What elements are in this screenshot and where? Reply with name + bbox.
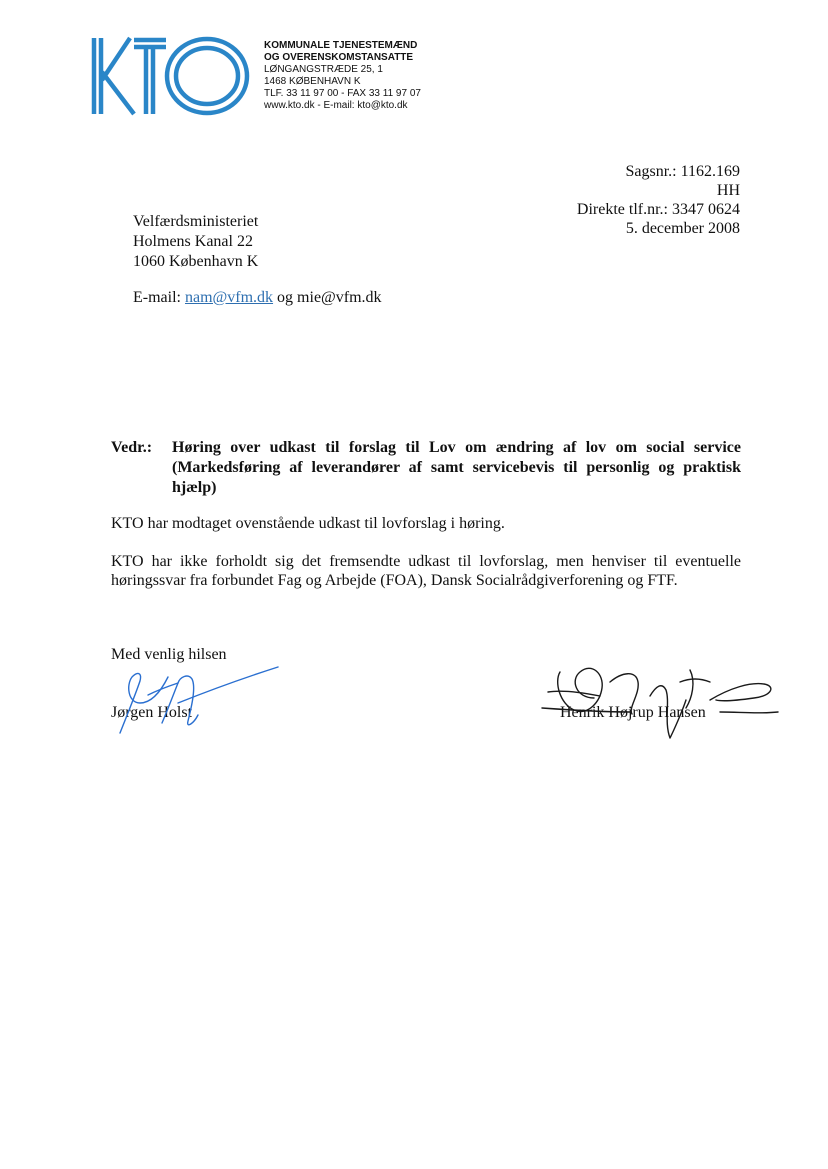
- org-name-line1: KOMMUNALE TJENESTEMÆND: [264, 40, 418, 51]
- org-web-email: www.kto.dk - E-mail: kto@kto.dk: [264, 100, 408, 111]
- recipient-address: [133, 212, 258, 272]
- org-name-line2: OG OVERENSKOMSTANSATTE: [264, 52, 414, 63]
- case-meta: [577, 162, 740, 238]
- recipient-line1: Velfærdsministeriet: [133, 213, 259, 230]
- case-number: Sagsnr.: 1162.169: [625, 163, 740, 180]
- org-address-line1: LØNGANGSTRÆDE 25, 1: [264, 64, 383, 75]
- recipient-email: [133, 288, 382, 308]
- kto-logo: [90, 36, 252, 116]
- recipient-line3: 1060 København K: [133, 253, 259, 270]
- body-paragraph-2: KTO har ikke forholdt sig det fremsendte udkast til lovforslag, men henviser til eventuelle høringssvar fra forbundet Fag og Arbejde (FOA), Dansk Socialrådgiverforening og FTF.: [111, 553, 741, 589]
- email-label: E-mail:: [133, 289, 185, 306]
- direct-phone: Direkte tlf.nr.: 3347 0624: [576, 201, 740, 218]
- signer-name-right: Henrik Højrup Hansen: [560, 704, 706, 721]
- body-paragraph-1: KTO har modtaget ovenstående udkast til lovforslag i høring.: [111, 515, 505, 532]
- recipient-line2: Holmens Kanal 22: [133, 233, 253, 250]
- closing-greeting: Med venlig hilsen: [111, 646, 227, 663]
- case-initials: HH: [716, 182, 740, 199]
- kto-logo-mark: [94, 38, 247, 114]
- org-address-line2: 1468 KØBENHAVN K: [264, 76, 361, 87]
- email-link-nam[interactable]: nam@vfm.dk: [184, 289, 274, 306]
- email-mie: mie@vfm.dk: [297, 289, 382, 306]
- subject-text: Høring over udkast til forslag til Lov om ændring af lov om social service (Markedsføring af leverandører af samt servicebevis til personlig og praktisk hjælp): [172, 439, 741, 496]
- letter-date: 5. december 2008: [625, 220, 740, 237]
- signature-left: [118, 663, 280, 739]
- org-phone-fax: TLF. 33 11 97 00 - FAX 33 11 97 07: [264, 88, 421, 99]
- email-connector: og: [273, 289, 298, 306]
- signature-right: [540, 652, 780, 742]
- subject-line: [111, 438, 741, 498]
- subject-label: Vedr.:: [111, 439, 153, 456]
- org-info: [264, 40, 421, 112]
- signer-name-left: Jørgen Holst: [111, 704, 193, 721]
